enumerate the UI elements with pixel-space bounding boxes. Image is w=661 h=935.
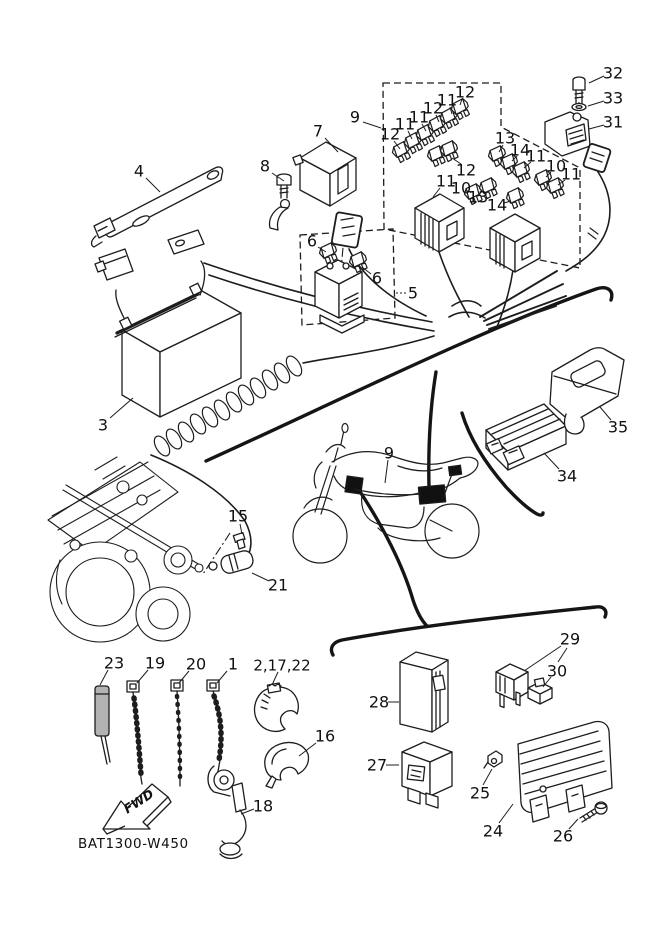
- leader-line: [385, 460, 388, 483]
- part-label-12: 12: [379, 124, 401, 144]
- part-label-34: 34: [556, 466, 578, 486]
- bracket-25-illustration: [484, 751, 502, 768]
- part-label-11: 11: [436, 90, 458, 110]
- cable-tie-1: [207, 680, 222, 776]
- bracket-18-illustration: [208, 766, 246, 859]
- part-label-18: 18: [252, 796, 274, 816]
- relay-29-illustration: [496, 664, 528, 708]
- part-label-7: 7: [312, 121, 324, 141]
- part-label-11: 11: [525, 146, 547, 166]
- part-label-23: 23: [103, 653, 125, 673]
- relay-27-illustration: [402, 742, 452, 808]
- clamp-2-17-22-illustration: [255, 683, 299, 731]
- cable-tie-19: [127, 681, 142, 784]
- part-label-33: 33: [602, 88, 624, 108]
- part-label-21: 21: [267, 575, 289, 595]
- leader-line: [483, 769, 492, 785]
- part-label-14: 14: [509, 140, 531, 160]
- part-label-13: 13: [467, 187, 489, 207]
- part-label-24: 24: [482, 821, 504, 841]
- leader-line: [217, 671, 227, 683]
- part-label-13: 13: [494, 128, 516, 148]
- part-label-6: 6: [306, 231, 318, 251]
- relay-7-illustration: [293, 142, 363, 248]
- fwd-label: FWD: [120, 786, 157, 817]
- part-label-32: 32: [602, 63, 624, 83]
- engine-illustration: [48, 457, 203, 642]
- horn-wire: [566, 172, 610, 271]
- part-label-26: 26: [552, 826, 574, 846]
- leader-line: [589, 76, 604, 83]
- part-30-illustration: [528, 678, 552, 704]
- part-label-31: 31: [602, 112, 624, 132]
- part-label-28: 28: [368, 692, 390, 712]
- cable-tie-20: [171, 680, 183, 786]
- part-label-27: 27: [366, 755, 388, 775]
- leader-line: [146, 178, 160, 192]
- part-label-3: 3: [97, 415, 109, 435]
- terminal-bolt-illustration: [269, 174, 291, 230]
- sleeve-23-illustration: [95, 686, 110, 764]
- part-label-30: 30: [546, 661, 568, 681]
- part-label-1: 1: [227, 654, 239, 674]
- part-label-29: 29: [559, 629, 581, 649]
- ecu-34-illustration: [486, 404, 566, 470]
- leader-line: [589, 125, 604, 129]
- battery-illustration: [95, 230, 241, 417]
- part-label-11: 11: [560, 164, 582, 184]
- leader-to-bottom-parts: [359, 490, 427, 626]
- part-label-4: 4: [133, 161, 145, 181]
- part-label-10: 10: [545, 156, 567, 176]
- part-label-16: 16: [314, 726, 336, 746]
- part-label-6: 6: [371, 268, 383, 288]
- leader-line: [363, 122, 381, 128]
- part-label-35: 35: [607, 417, 629, 437]
- resistor-28-illustration: [400, 652, 448, 732]
- part-label-2-17-22: 2,17,22: [253, 656, 311, 675]
- part-label-25: 25: [469, 783, 491, 803]
- part-label-12: 12: [455, 160, 477, 180]
- part-label-20: 20: [185, 654, 207, 674]
- battery-strap-illustration: [92, 167, 223, 247]
- part-label-11: 11: [435, 171, 457, 191]
- part-label-14: 14: [486, 195, 508, 215]
- clamp-16-illustration: [265, 742, 309, 788]
- part-label-12: 12: [422, 98, 444, 118]
- part-label-5: 5: [407, 283, 419, 303]
- part-label-19: 19: [144, 653, 166, 673]
- part-label-12: 12: [454, 82, 476, 102]
- leader-line: [252, 573, 269, 581]
- leader-line: [588, 101, 604, 106]
- part-label-9: 9: [383, 443, 395, 463]
- part-label-10: 10: [450, 178, 472, 198]
- part-label-11: 11: [394, 114, 416, 134]
- part-label-8: 8: [259, 156, 271, 176]
- leader-line: [499, 804, 513, 823]
- relay-b-illustration: [490, 214, 540, 272]
- diagram-code: BAT1300-W450: [78, 836, 189, 852]
- part-label-9: 9: [349, 107, 361, 127]
- part-label-11: 11: [408, 107, 430, 127]
- fwd-arrow: [103, 784, 171, 834]
- part-label-15: 15: [227, 506, 249, 526]
- leader-line: [110, 398, 133, 418]
- leader-line: [558, 648, 567, 662]
